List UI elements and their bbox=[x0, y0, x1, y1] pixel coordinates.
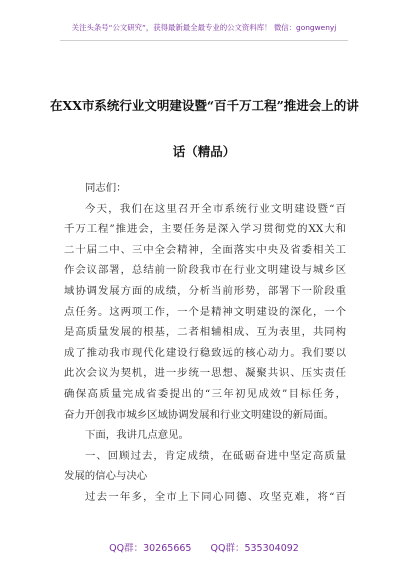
body-line: 下面，我讲几点意见。 bbox=[85, 429, 189, 442]
section-heading-line-2: 发展的信心与决心 bbox=[64, 470, 148, 483]
body-line: 是高质量发展的根基，二者相辅相成、互为表里，共同构 bbox=[64, 326, 346, 339]
body-line: 点任务。这两项工作，一个是精神文明建设的深化，一个 bbox=[64, 305, 346, 318]
section-heading-line-1: 一、回顾过去，肯定成绩，在砥砺奋进中坚定高质量 bbox=[85, 449, 346, 462]
document-title-line-2: 话（精品） bbox=[172, 144, 236, 159]
header-note: 关注头条号“公文研究”，获得最新最全最专业的公文资料库！ 微信：gongwenyj bbox=[71, 23, 337, 32]
footer bbox=[0, 540, 408, 554]
body-line: 确保高质量完成省委提出的“三年初见成效”目标任务， bbox=[64, 387, 346, 400]
body-line: 二十届二中、三中全会精神，全面落实中央及省委相关工 bbox=[64, 243, 346, 256]
document-body bbox=[64, 178, 346, 508]
header-rule bbox=[60, 40, 348, 41]
body-line: 过去一年多，全市上下同心同德、攻坚克难，将“百 bbox=[85, 490, 346, 503]
body-line: 作会议部署，总结前一阶段我市在行业文明建设与城乡区 bbox=[64, 264, 346, 277]
body-line: 域协调发展方面的成绩，分析当前形势，部署下一阶段重 bbox=[64, 284, 346, 297]
footer-qq-group-2: QQ群：535304092 bbox=[210, 543, 299, 554]
footer-qq-group-1: QQ群：30265665 bbox=[109, 543, 192, 554]
body-line: 千万工程”推进会，主要任务是深入学习贯彻党的XX大和 bbox=[64, 223, 346, 236]
body-line: 成了推动我市现代化建设行稳致远的核心动力。我们要以 bbox=[64, 346, 346, 359]
document-title-line-1: 在XX市系统行业文明建设暨“百千万工程”推进会上的讲 bbox=[50, 98, 359, 113]
salutation-line: 同志们： bbox=[85, 182, 127, 194]
body-line: 此次会议为契机，进一步统一思想、凝聚共识、压实责任 bbox=[64, 367, 346, 380]
body-line: 今天，我们在这里召开全市系统行业文明建设暨“百 bbox=[85, 202, 346, 215]
body-line: 奋力开创我市城乡区域协调发展和行业文明建设的新局面。 bbox=[64, 408, 335, 421]
